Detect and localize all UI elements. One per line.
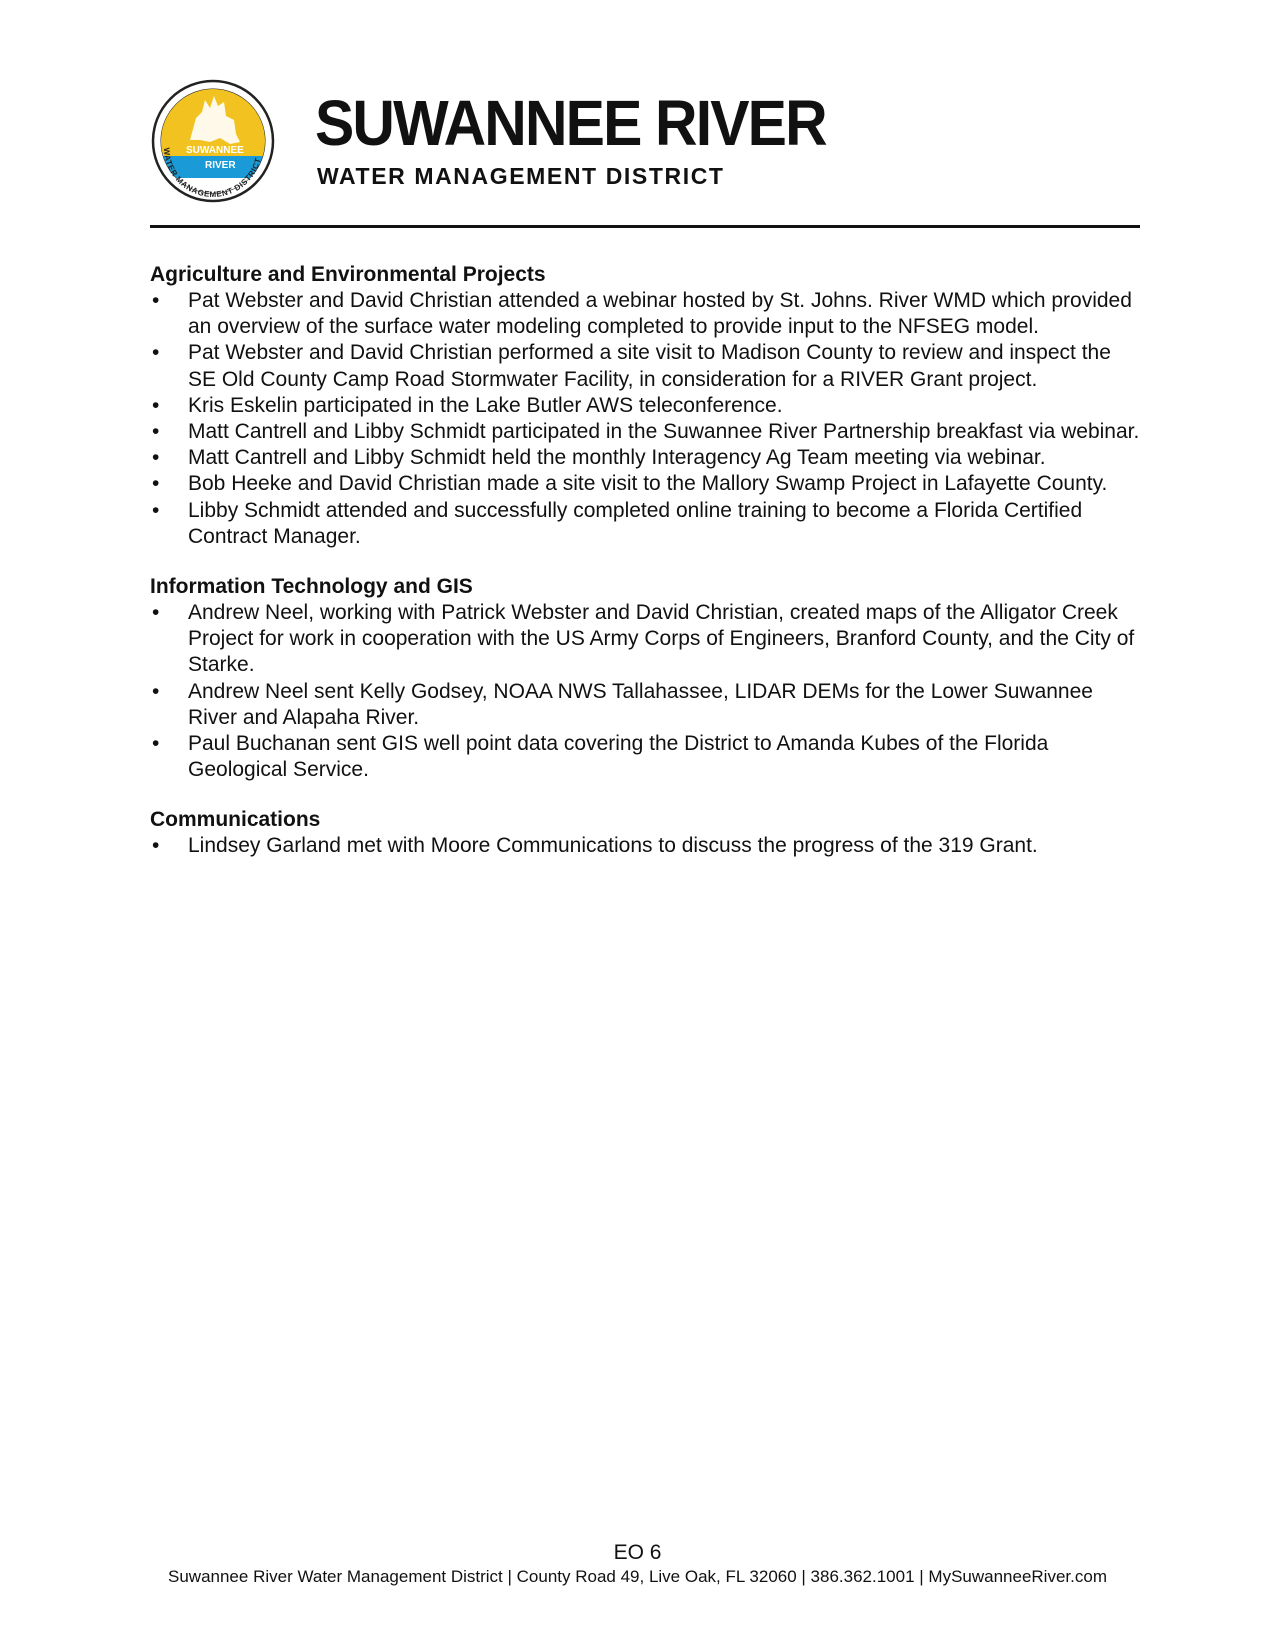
bullet-icon: •: [152, 472, 160, 496]
seal-ring-text: WATER MANAGEMENT DISTRICT: [161, 147, 263, 199]
bullet-icon: •: [152, 289, 160, 312]
seal-text-mid: RIVER: [205, 160, 236, 171]
bullet-icon: •: [152, 341, 160, 365]
item-text: Andrew Neel sent Kelly Godsey, NOAA NWS Tallahassee, LIDAR DEMs for the Lower Suwannee River and Alapaha River.: [188, 679, 1093, 729]
section-it-gis: [150, 574, 1140, 783]
bullet-list: [150, 288, 1140, 550]
org-subtitle: WATER MANAGEMENT DISTRICT: [317, 163, 725, 189]
item-text: Paul Buchanan sent GIS well point data covering the District to Amanda Kubes of the Florida Geological Service.: [188, 732, 1049, 782]
list-item: [150, 679, 1140, 731]
list-item: [150, 445, 1140, 471]
item-text: Kris Eskelin participated in the Lake Butler AWS teleconference.: [188, 393, 783, 417]
list-item: [150, 471, 1140, 497]
item-text: Matt Cantrell and Libby Schmidt held the monthly Interagency Ag Team meeting via webinar.: [188, 446, 1046, 470]
section-title: Information Technology and GIS: [150, 575, 473, 599]
list-item: [150, 498, 1140, 550]
list-item: [150, 393, 1140, 419]
list-item: [150, 731, 1140, 783]
bullet-icon: •: [152, 679, 160, 703]
seal-text-top: SUWANNEE: [186, 145, 244, 156]
bullet-icon: •: [152, 732, 160, 756]
page-number: EO 6: [613, 1541, 662, 1564]
bullet-icon: •: [152, 601, 160, 625]
bullet-list: [150, 833, 1140, 859]
bullet-icon: •: [152, 420, 160, 444]
list-item: [150, 833, 1140, 859]
item-text: Lindsey Garland met with Moore Communications to discuss the progress of the 319 Grant.: [188, 834, 1038, 858]
item-text: Matt Cantrell and Libby Schmidt participated in the Suwannee River Partnership breakfast via webinar.: [188, 420, 1140, 444]
item-text: Libby Schmidt attended and successfully completed online training to become a Florida Certified Contract Manager.: [188, 498, 1083, 548]
item-text: Pat Webster and David Christian attended a webinar hosted by St. Johns. River WMD which provided an overview of the surface water modeling completed to provide input to the NFSEG model.: [188, 289, 1132, 339]
section-title: Communications: [150, 808, 321, 832]
bullet-icon: •: [152, 393, 160, 417]
footer-address: Suwannee River Water Management District | County Road 49, Live Oak, FL 32060 | 386.362.1001 | MySuwanneeRiver.com: [168, 1567, 1107, 1586]
section-title: Agriculture and Environmental Projects: [150, 263, 546, 286]
bullet-icon: •: [152, 834, 160, 858]
list-item: [150, 340, 1140, 392]
district-seal-icon: [150, 78, 276, 204]
section-agriculture: [150, 262, 1140, 550]
list-item: [150, 600, 1140, 679]
item-text: Andrew Neel, working with Patrick Webster and David Christian, created maps of the Alligator Creek Project for work in cooperation with the US Army Corps of Engineers, Branford County, and the City of Starke.: [188, 601, 1135, 677]
bullet-icon: •: [152, 498, 160, 522]
item-text: Pat Webster and David Christian performed a site visit to Madison County to review and inspect the SE Old County Camp Road Stormwater Facility, in consideration for a RIVER Grant project.: [188, 341, 1111, 391]
header-divider: [150, 225, 1140, 228]
section-communications: [150, 807, 1140, 859]
list-item: [150, 288, 1140, 340]
item-text: Bob Heeke and David Christian made a site visit to the Mallory Swamp Project in Lafayette County.: [188, 472, 1108, 496]
org-name: SUWANNEE RIVER: [315, 87, 826, 159]
letterhead: [150, 78, 1140, 218]
bullet-list: [150, 600, 1140, 783]
bullet-icon: •: [152, 446, 160, 470]
document-body: [150, 262, 1140, 884]
list-item: [150, 419, 1140, 445]
